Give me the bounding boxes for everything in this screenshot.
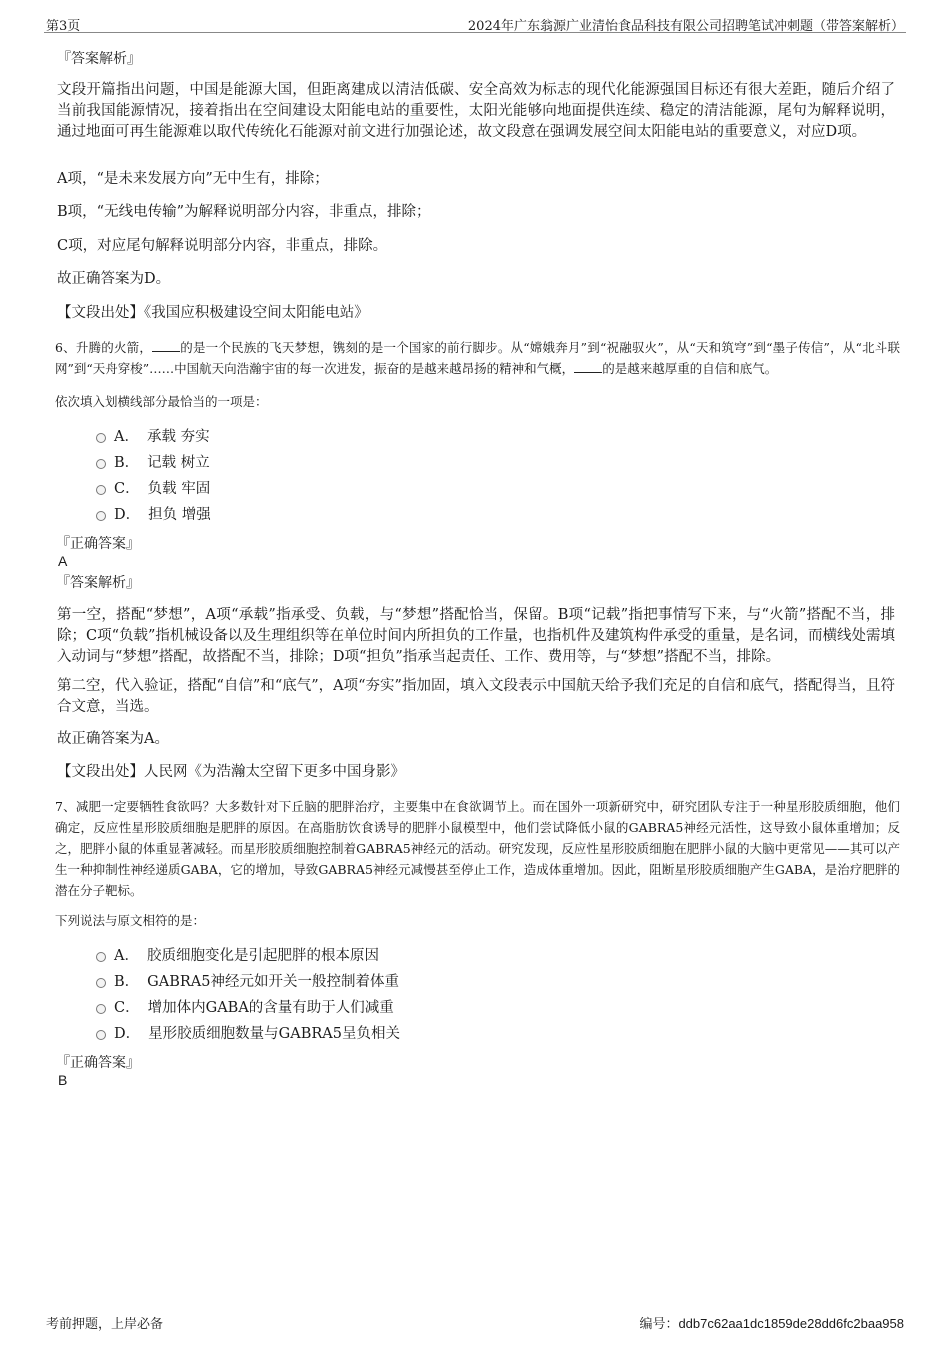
fill-blank xyxy=(574,360,602,373)
radio-icon[interactable] xyxy=(96,459,106,469)
answer-analysis-text: 第二空，代入验证，搭配“自信”和“底气”，A项“夯实”指加固，填入文段表示中国航天给予我们充足的自信和底气，搭配得当，且符合文意，当选。 xyxy=(57,678,895,715)
page-header xyxy=(44,12,906,33)
answer-analysis-text: 第一空，搭配“梦想”，A项“承载”指承受、负载，与“梦想”搭配恰当，保留。B项“记载”指把事情写下来，与“火箭”搭配不当，排除；C项“负载”指机械设备以及生理组织等在单位时间内所担负的工作量，也指机件及建筑构件承受的重量，是名词，而横线处需填入动词与“梦想”搭配，故搭配不当，排除；D项“担负”指承当起责任、工作、费用等，与“梦想”搭配不当，排除。 xyxy=(57,607,895,665)
answer-analysis-text: 文段开篇指出问题，中国是能源大国，但距离建成以清洁低碳、安全高效为标志的现代化能源强国目标还有很大差距，随后介绍了当前我国能源情况，接着指出在空间建设太阳能电站的重要性，太阳光能够向地面提供连续、稳定的清洁能源，尾句为解释说明，通过地面可再生能源难以取代传统化石能源对前文进行加强论述，故文段意在强调发展空间太阳能电站的重要意义，对应D项。 xyxy=(57,82,895,140)
q6-option-b[interactable]: B． 记载 树立 xyxy=(96,453,210,473)
question-6-stem: 6、升腾的火箭， 的是一个民族的飞天梦想，镌刻的是一个国家的前行脚步。从“嫦娥奔月”到“祝融驭火”，从“天和筑穹”到“墨子传信”，从“北斗联网”到“天舟穿梭”……中国航天向浩瀚宇宙的每一次进发，振奋的是越来越昂扬的精神和气概， 的是越来越厚重的自信和底气。 xyxy=(55,340,900,376)
answer-analysis-label: 『答案解析』 xyxy=(56,575,140,591)
source-citation: 【文段出处】《我国应积极建设空间太阳能电站》 xyxy=(57,305,369,321)
document-id: 编号：ddb7c62aa1dc1859de28dd6fc2baa958 xyxy=(639,1316,904,1331)
option-a-note: A项，“是未来发展方向”无中生有，排除； xyxy=(57,171,329,187)
option-b-note: B项，“无线电传输”为解释说明部分内容，非重点，排除； xyxy=(57,204,431,220)
radio-icon[interactable] xyxy=(96,1004,106,1014)
q7-option-a[interactable]: A． 胶质细胞变化是引起肥胖的根本原因 xyxy=(96,946,379,966)
fill-blank xyxy=(152,339,180,352)
option-c-note: C项，对应尾句解释说明部分内容，非重点，排除。 xyxy=(57,238,388,254)
correct-answer: B xyxy=(58,1072,68,1088)
radio-icon[interactable] xyxy=(96,1030,106,1040)
conclusion: 故正确答案为A。 xyxy=(57,731,169,747)
correct-answer-label: 『正确答案』 xyxy=(56,1055,140,1071)
radio-icon[interactable] xyxy=(96,511,106,521)
source-citation: 【文段出处】人民网《为浩瀚太空留下更多中国身影》 xyxy=(57,764,405,780)
q7-option-b[interactable]: B． GABRA5神经元如开关一般控制着体重 xyxy=(96,972,399,992)
q6-option-c[interactable]: C． 负载 牢固 xyxy=(96,479,210,499)
document-title: 2024年广东翁源广业清怡食品科技有限公司招聘笔试冲刺题（带答案解析） xyxy=(467,19,904,34)
q6-option-a[interactable]: A． 承载 夯实 xyxy=(96,427,210,447)
q7-option-c[interactable]: C． 增加体内GABA的含量有助于人们减重 xyxy=(96,998,394,1018)
radio-icon[interactable] xyxy=(96,952,106,962)
q6-option-d[interactable]: D． 担负 增强 xyxy=(96,505,211,525)
radio-icon[interactable] xyxy=(96,433,106,443)
page-number: 第3页 xyxy=(46,19,81,34)
q7-option-d[interactable]: D． 星形胶质细胞数量与GABRA5呈负相关 xyxy=(96,1024,400,1044)
radio-icon[interactable] xyxy=(96,978,106,988)
radio-icon[interactable] xyxy=(96,485,106,495)
question-7-stem: 7、减肥一定要牺牲食欲吗？大多数针对下丘脑的肥胖治疗，主要集中在食欲调节上。而在国外一项新研究中，研究团队专注于一种星形胶质细胞，他们确定，反应性星形胶质细胞是肥胖的原因。在高脂肪饮食诱导的肥胖小鼠模型中，他们尝试降低小鼠的GABRA5神经元活性，这导致小鼠体重增加；反之，肥胖小鼠的体重显著减轻。而星形胶质细胞控制着GABRA5神经元的活动。研究发现，反应性星形胶质细胞在肥胖小鼠的大脑中更常见——其可以产生一种抑制性神经递质GABA，它的增加，导致GABRA5神经元减慢甚至停止工作，造成体重增加。因此，阻断星形胶质细胞产生GABA，是治疗肥胖的潜在分子靶标。 xyxy=(55,799,900,898)
answer-analysis-label: 『答案解析』 xyxy=(57,51,141,67)
question-7-prompt: 下列说法与原文相符的是： xyxy=(55,913,206,928)
correct-answer: A xyxy=(58,553,68,569)
footer-slogan: 考前押题，上岸必备 xyxy=(46,1317,164,1332)
conclusion: 故正确答案为D。 xyxy=(57,271,171,287)
correct-answer-label: 『正确答案』 xyxy=(56,536,140,552)
question-6-prompt: 依次填入划横线部分最恰当的一项是： xyxy=(55,394,268,409)
